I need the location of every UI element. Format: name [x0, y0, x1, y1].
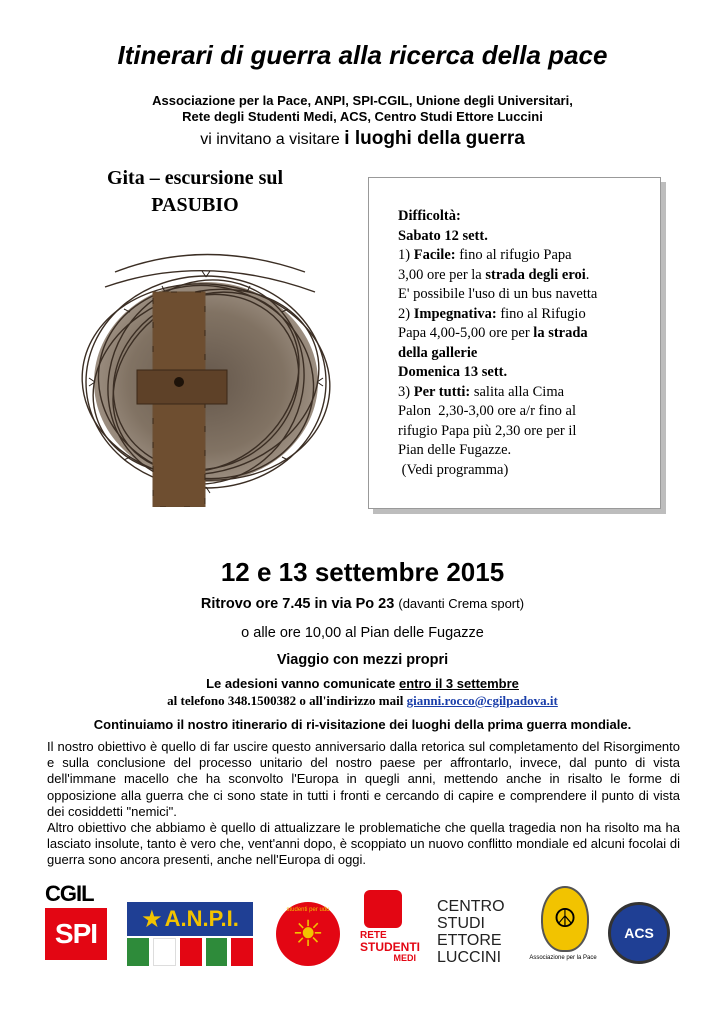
invite-bold: i luoghi della guerra — [344, 128, 525, 149]
opt1-bus: E' possibile l'uso di un bus navetta — [398, 286, 598, 302]
associations-line-1: Associazione per la Pace, ANPI, SPI-CGIL, Unione degli Universitari, — [152, 93, 573, 108]
pace-text: Associazione per la Pace — [529, 955, 597, 961]
peace-icon: ☮ — [541, 886, 589, 952]
cgil-spi-logo — [45, 883, 107, 963]
centro-text-1: CENTRO — [437, 898, 505, 915]
cgil-text: CGIL — [45, 881, 94, 906]
rete-studenti-logo — [360, 890, 420, 968]
opt1-time: 3,00 ore per la — [398, 266, 482, 283]
centro-text-2: STUDI — [437, 915, 485, 932]
meeting-line — [0, 596, 725, 612]
opt1-text: fino al rifugio Papa — [459, 247, 572, 263]
paragraph-2: Altro obiettivo che abbiamo è quello di attualizzare le problematiche che quella tragedia non ha risolto ma ha lasciato insolute, tanto è vero che, vent'anni dopo, è scoppiato un nuovo conflitto mondiale ed alcuni focolai di guerra sono ancora presenti, anche nell'Europa di oggi. — [47, 820, 680, 868]
saturday-heading: Sabato 12 sett. — [398, 227, 488, 244]
opt2-text: fino al Rifugio — [500, 305, 586, 322]
udu-logo — [276, 902, 340, 966]
opt1-num: 1) — [398, 247, 411, 263]
sunday-heading: Domenica 13 sett. — [398, 364, 508, 380]
excursion-heading — [70, 165, 320, 219]
spi-text: SPI — [54, 918, 98, 949]
opt2-route-2: della gallerie — [398, 344, 478, 361]
invite-prefix: vi invitano a visitare — [200, 131, 340, 148]
registration-line — [0, 676, 725, 691]
travel-note: Viaggio con mezzi propri — [276, 652, 449, 668]
centro-text-3: ETTORE — [437, 932, 502, 949]
meeting-bold: Ritrovo ore 7.45 in via Po 23 — [200, 596, 395, 612]
anpi-flags — [127, 938, 253, 966]
opt2-route-1: la strada — [533, 325, 588, 341]
star-icon: ★ — [141, 906, 163, 933]
opt2-num: 2) — [398, 305, 411, 322]
opt2-label: Impegnativa: — [413, 305, 497, 322]
phone-text: al telefono 348.1500382 o all'indirizzo mail — [167, 693, 404, 708]
rete-mark-icon — [364, 890, 402, 928]
excursion-line-2: PASUBIO — [151, 194, 239, 216]
opt3-text-2: Palon 2,30-3,00 ore a/r fino al — [398, 403, 576, 419]
sun-icon: ☀ — [291, 914, 325, 954]
associations-line-2: Rete degli Studenti Medi, ACS, Centro Studi Ettore Luccini — [182, 109, 543, 124]
anpi-logo — [127, 902, 253, 964]
continue-statement: Continuiamo il nostro itinerario di ri-visitazione dei luoghi della prima guerra mondiale. — [93, 717, 632, 732]
registration-prefix: Le adesioni vanno comunicate — [206, 676, 396, 691]
opt3-text-3: rifugio Papa più 2,30 ore per il — [398, 422, 577, 439]
udu-text: studenti per udu — [286, 907, 330, 913]
barbed-wire-image — [75, 232, 337, 507]
contact-line — [0, 693, 725, 709]
difficulty-text: Difficoltà: Sabato 12 sett. 1) Facile: fino al rifugio Papa 3,00 ore per la strada degli eroi. E' possibile l'uso di un bus navetta 2) Impegnativa: fino al Rifugio Papa 4,00-5,00 ore per la strada della gallerie Domenica 13 sett. 3) Per tutti: salita alla Cima Palon 2,30-3,00 ore a/r fino al rifugio Papa più 2,30 ore per il Pian delle Fugazze. (Vedi programma) — [398, 207, 648, 480]
paragraph-1: Il nostro obiettivo è quello di far uscire questo anniversario dalla retorica sul completamento del Risorgimento e sulla conclusione del processo unitario del nostro paese per affrontarlo, invece, dal punto di vista dell'immane macello che ha sconvolto l'Europa in quegli anni, mettendo anche in risalto le forme di opposizione alla guerra che ci sono state in tutti i fronti e cercando di capire e comprendere il punto di vista dei cosiddetti "nemici". — [47, 739, 680, 819]
rete-text-3: MEDI — [393, 953, 416, 963]
see-program: (Vedi programma) — [398, 461, 509, 478]
centro-studi-logo — [437, 898, 512, 966]
excursion-line-1: Gita – escursione sul — [106, 167, 284, 189]
associazione-pace-logo — [528, 886, 598, 968]
spi-red-block — [45, 908, 107, 960]
rete-text-1: RETE — [360, 930, 387, 941]
centro-text-4: LUCCINI — [437, 949, 502, 966]
anpi-banner — [127, 902, 253, 936]
email-link[interactable]: gianni.rocco@cgilpadova.it — [406, 693, 558, 708]
opt1-label: Facile: — [413, 247, 456, 263]
alt-meeting: o alle ore 10,00 al Pian delle Fugazze — [241, 625, 484, 641]
body-text — [47, 739, 680, 869]
anpi-text: A.N.P.I. — [164, 906, 239, 931]
page-title: Itinerari di guerra alla ricerca della pace — [117, 40, 608, 70]
opt2-time: Papa 4,00-5,00 ore per — [398, 325, 530, 341]
opt1-route: strada degli eroi — [485, 266, 586, 283]
rete-text-2: STUDENTI — [360, 940, 420, 954]
event-date: 12 e 13 settembre 2015 — [220, 557, 505, 587]
meeting-note: (davanti Crema sport) — [398, 596, 525, 611]
opt3-text-4: Pian delle Fugazze. — [398, 442, 512, 458]
invite-line — [0, 128, 725, 150]
acs-text: ACS — [624, 925, 654, 941]
opt3-text-1: salita alla Cima — [473, 383, 565, 400]
opt3-num: 3) — [398, 383, 411, 400]
registration-deadline: entro il 3 settembre — [398, 676, 519, 691]
difficulty-heading: Difficoltà: — [398, 208, 461, 224]
opt3-label: Per tutti: — [413, 383, 471, 400]
acs-logo — [608, 902, 670, 964]
